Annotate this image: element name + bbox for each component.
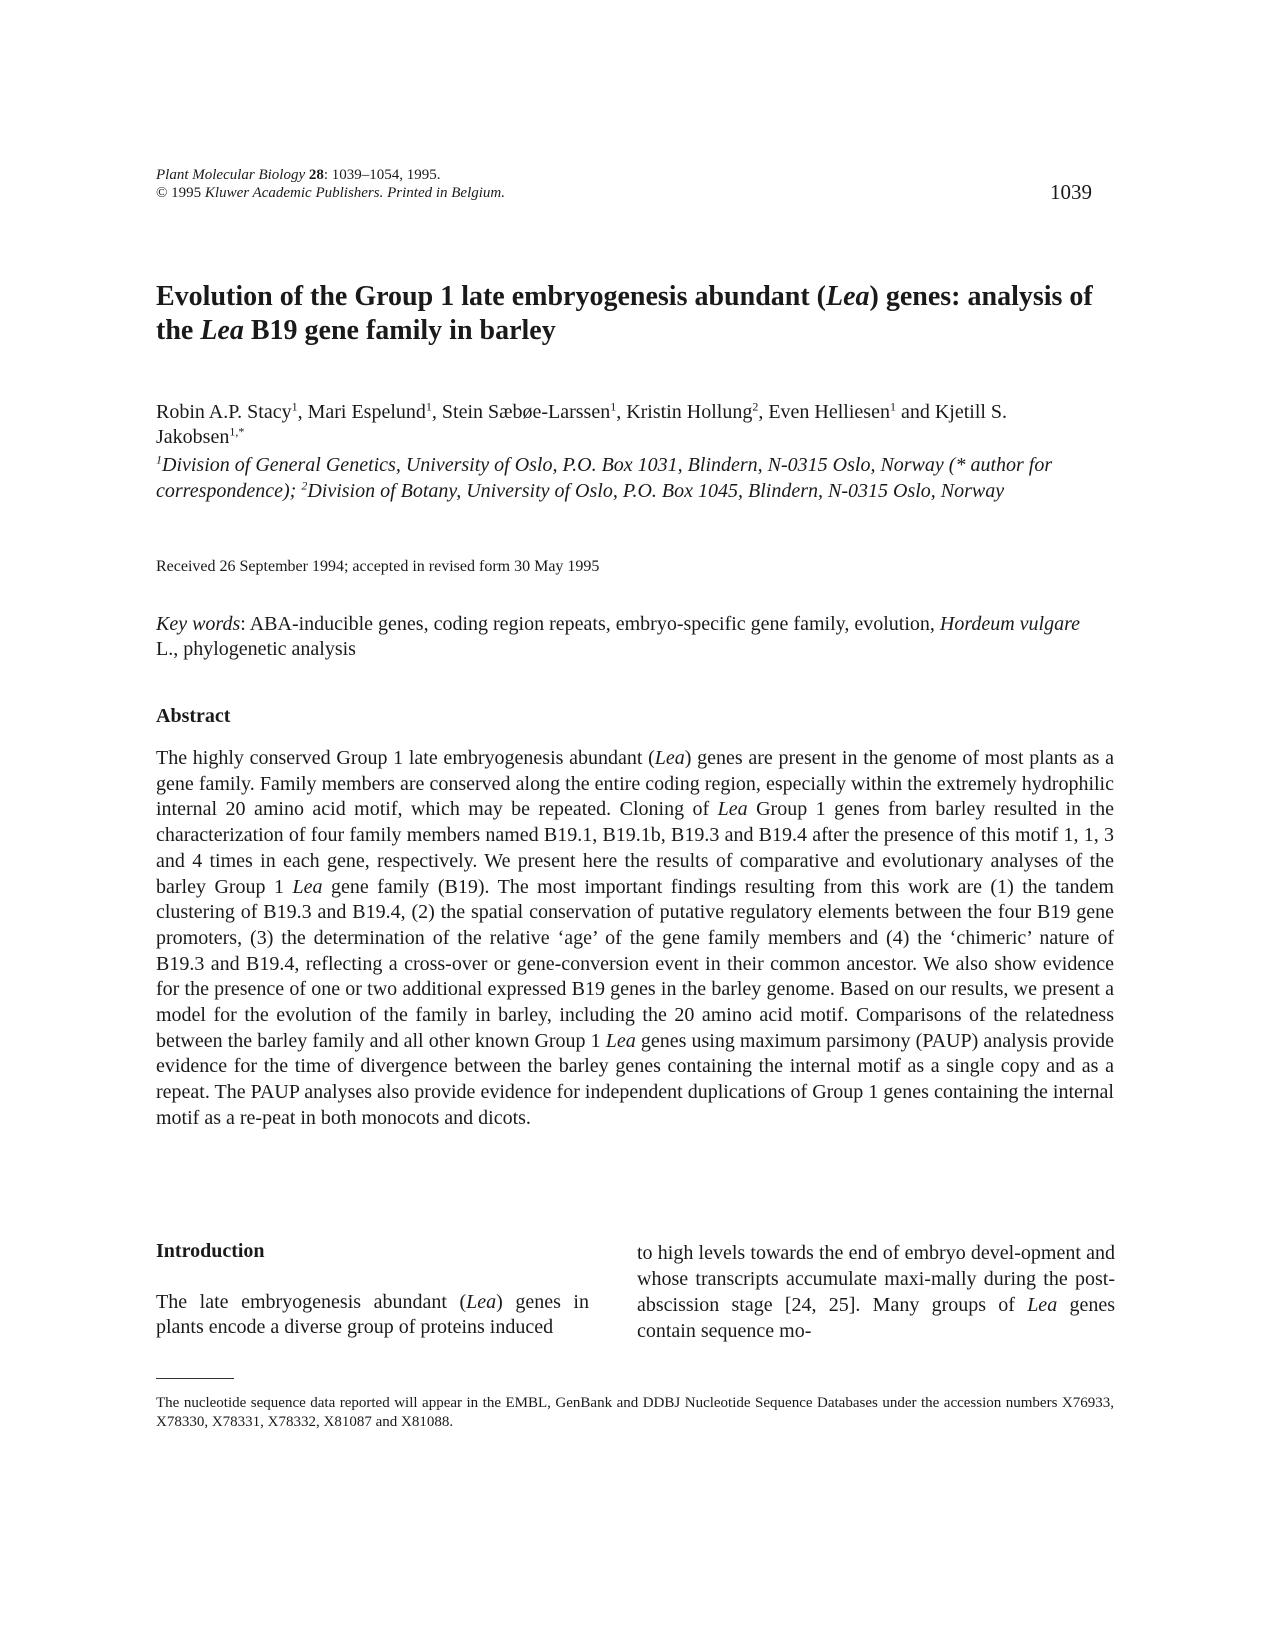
volume: 28: [308, 167, 324, 183]
introduction-heading: Introduction: [156, 1240, 265, 1262]
page-number: 1039: [1050, 180, 1092, 204]
copyright: © 1995: [156, 185, 205, 201]
abstract-body: The highly conserved Group 1 late embryogenesis abundant (Lea) genes are present in the genome of most plants as a gene family. Family members are conserved along the entire coding region, especially within the extremely hydrophilic internal 20 amino acid motif, which may be repeated. Cloning of Lea Group 1 genes from barley resulted in the characterization of four family members named B19.1, B19.1b, B19.3 and B19.4 after the presence of this motif 1, 1, 3 and 4 times in each gene, respectively. We present here the results of comparative and evolutionary analyses of the barley Group 1 Lea gene family (B19). The most important findings resulting from this work are (1) the tandem clustering of B19.3 and B19.4, (2) the spatial conservation of putative regulatory elements between the four B19 gene promoters, (3) the determination of the relative ‘age’ of the gene family members and (4) the ‘chimeric’ nature of B19.3 and B19.4, reflecting a cross-over or gene-conversion event in their common ancestor. We also show evidence for the presence of one or two additional expressed B19 genes in the barley genome. Based on our results, we present a model for the evolution of the family in barley, including the 20 amino acid motif. Comparisons of the relatedness between the barley family and all other known Group 1 Lea genes using maximum parsimony (PAUP) analysis provide evidence for the time of divergence between the barley genes containing the internal motif as a single copy and as a repeat. The PAUP analyses also provide evidence for independent duplications of Group 1 genes containing the internal motif as a re-peat in both monocots and dicots.: [156, 747, 1115, 1129]
author-list: Robin A.P. Stacy$^1$, Mari Espelund$^1$, Stein Sæbøe-Larssen$^1$, Kristin Hollung$^2$, Even Helliesen$^1$ and Kjetill S. Jakobsen$^{1,*}$: [156, 399, 1008, 448]
journal-name: Plant Molecular Biology: [156, 167, 306, 183]
journal-citation: [156, 166, 505, 202]
pages-year: : 1039–1054, 1995.: [323, 167, 441, 183]
affiliations: $^1$Division of General Genetics, University of Oslo, P.O. Box 1031, Blindern, N-0315 Oslo, Norway (* author for correspondence); $^2$Division of Botany, University of Oslo, P.O. Box 1045, Blindern, N-0315 Oslo, Norway: [156, 452, 1053, 502]
publisher: Kluwer Academic Publishers. Printed in Belgium.: [204, 185, 506, 201]
intro-left-column: The late embryogenesis abundant (Lea) genes in plants encode a diverse group of proteins induced: [156, 1291, 589, 1338]
footnote-rule: [156, 1378, 234, 1379]
received-date: Received 26 September 1994; accepted in revised form 30 May 1995: [156, 558, 600, 575]
intro-right-column: to high levels towards the end of embryo devel-opment and whose transcripts accumulate maxi-mally during the post-abscission stage [24, 25]. Many groups of Lea genes contain sequence mo-: [637, 1242, 1115, 1342]
abstract-heading: Abstract: [156, 705, 231, 727]
paper-title: Evolution of the Group 1 late embryogenesis abundant (Lea) genes: analysis of the Lea B19 gene family in barley: [156, 281, 1093, 346]
keywords: Key words: ABA-inducible genes, coding region repeats, embryo-specific gene family, evolution, Hordeum vulgare L., phylogenetic analysis: [156, 613, 1081, 660]
footnote: The nucleotide sequence data reported will appear in the EMBL, GenBank and DDBJ Nucleotide Sequence Databases under the accession numbers X76933, X78330, X78331, X78332, X81087 and X81088.: [156, 1395, 1114, 1430]
